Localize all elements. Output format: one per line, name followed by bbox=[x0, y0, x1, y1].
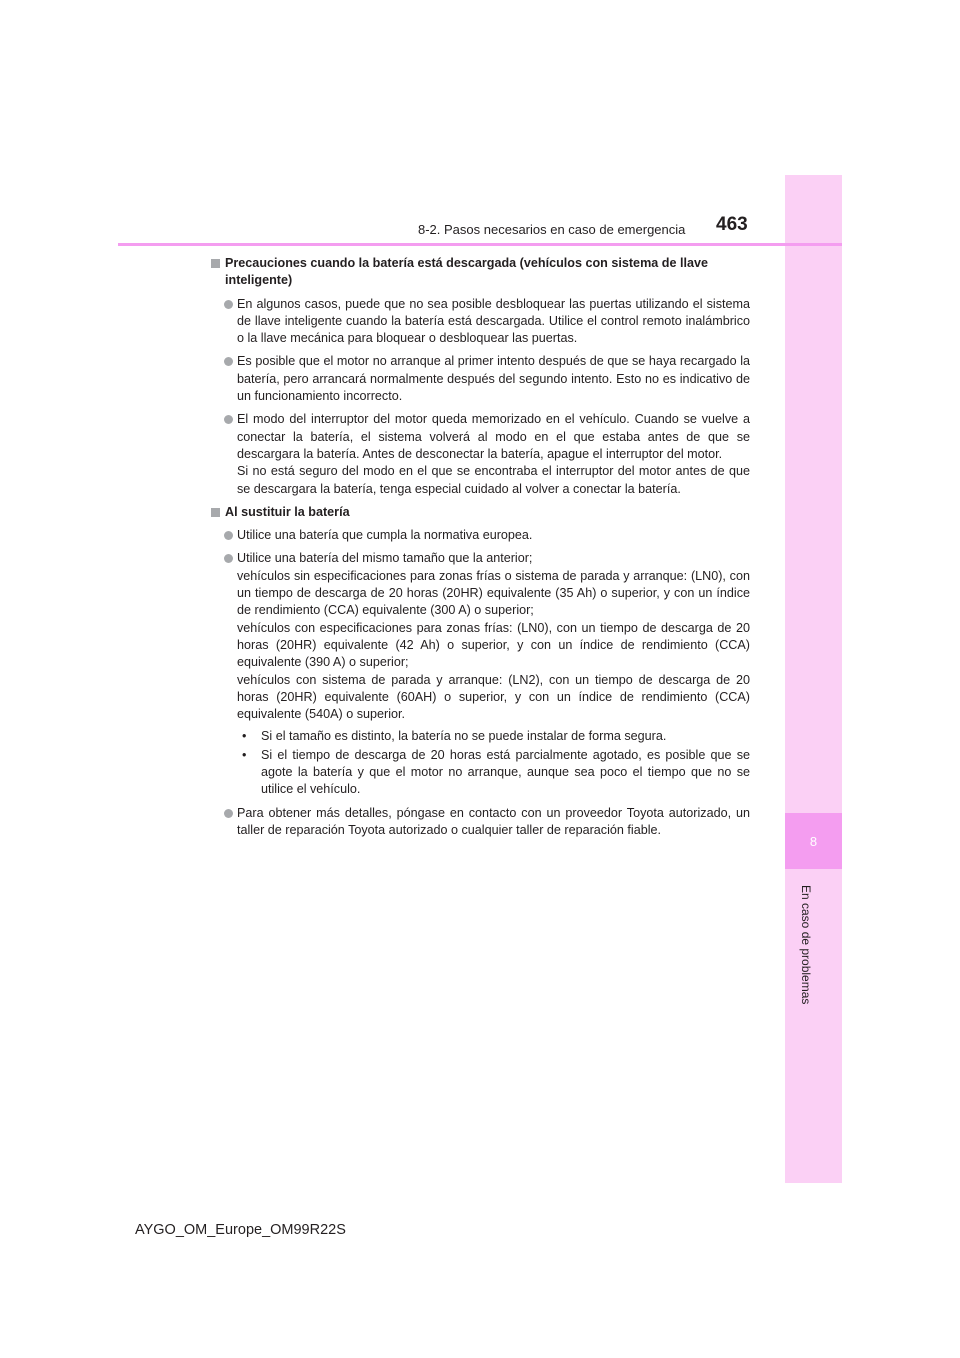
circle-bullet-icon bbox=[224, 415, 233, 424]
item-text: vehículos con especificaciones para zonas frías: (LN0), con un tiempo de descarga de 20 horas (20HR) equivalente (42 Ah) o superior, y con un índice de rendimiento (CCA) equivalente (390 A) o superior; bbox=[237, 620, 750, 670]
page-content bbox=[210, 255, 750, 845]
item-text: Utilice una batería del mismo tamaño que la anterior; bbox=[237, 551, 533, 566]
chapter-number: 8 bbox=[809, 833, 818, 849]
item-text: vehículos sin especificaciones para zonas frías o sistema de parada y arranque: (LN0), con un tiempo de descarga de 20 horas (20HR) equivalente (35 Ah) o superior, y con un índice de rendimiento (CCA) equivalente (300 A) o superior; bbox=[237, 568, 750, 618]
section-heading bbox=[210, 504, 750, 521]
subnote-text: Si el tiempo de descarga de 20 horas está parcialmente agotado, es posible que se agote la batería y que el motor no arranque, aunque sea poco el tiempo que no se utilice el vehículo. bbox=[261, 747, 750, 797]
square-icon bbox=[211, 259, 220, 268]
section-heading bbox=[210, 255, 750, 290]
section-title: 8-2. Pasos necesarios en caso de emergencia bbox=[418, 222, 686, 237]
item-text: Es posible que el motor no arranque al primer intento después de que se haya recargado la batería, pero arrancará normalmente después del segundo intento. Esto no es indicativo de un funcionamiento incorrecto. bbox=[237, 354, 750, 404]
section-heading-text: Precauciones cuando la batería está descargada (vehículos con sistema de llave inteligente) bbox=[225, 256, 708, 288]
chapter-side-tab bbox=[785, 175, 842, 1183]
header-divider bbox=[118, 243, 842, 246]
item-text: Si no está seguro del modo en el que se encontraba el interruptor del motor antes de que se descargara la batería, tenga especial cuidado al volver a conectar la batería. bbox=[237, 464, 750, 496]
circle-bullet-icon bbox=[224, 357, 233, 366]
list-item bbox=[210, 805, 750, 840]
item-text: Utilice una batería que cumpla la normativa europea. bbox=[237, 528, 533, 543]
section-heading-text: Al sustituir la batería bbox=[225, 504, 350, 519]
page-number: 463 bbox=[716, 214, 748, 235]
square-icon bbox=[211, 508, 220, 517]
list-item bbox=[210, 527, 750, 544]
subnote bbox=[237, 728, 750, 745]
subnote-text: Si el tamaño es distinto, la batería no se puede instalar de forma segura. bbox=[261, 729, 667, 744]
document-code: AYGO_OM_Europe_OM99R22S bbox=[135, 1222, 346, 1238]
subnote bbox=[237, 747, 750, 799]
circle-bullet-icon bbox=[224, 300, 233, 309]
item-text: vehículos con sistema de parada y arranque: (LN2), con un tiempo de descarga de 20 horas (20HR) equivalente (60AH) o superior, y con un índice de rendimiento (CCA) equivalente (540A) o superior. bbox=[237, 672, 750, 722]
circle-bullet-icon bbox=[224, 554, 233, 563]
list-item bbox=[210, 296, 750, 348]
item-text: Para obtener más detalles, póngase en contacto con un proveedor Toyota autorizado, un taller de reparación Toyota autorizado o cualquier taller de reparación fiable. bbox=[237, 805, 750, 837]
subnote-list bbox=[237, 728, 750, 798]
list-item bbox=[210, 353, 750, 405]
bullet-icon: • bbox=[242, 747, 247, 762]
chapter-label: En caso de problemas bbox=[799, 885, 813, 1005]
circle-bullet-icon bbox=[224, 809, 233, 818]
bullet-icon: • bbox=[242, 729, 247, 744]
circle-bullet-icon bbox=[224, 531, 233, 540]
item-text: El modo del interruptor del motor queda memorizado en el vehículo. Cuando se vuelve a conectar la batería, el sistema volverá al modo en el que estaba antes de que se descargara la batería. Antes de desconectar la batería, apague el interruptor del motor. bbox=[237, 412, 750, 461]
list-item bbox=[210, 550, 750, 798]
chapter-number-tab bbox=[785, 813, 842, 869]
item-text: En algunos casos, puede que no sea posible desbloquear las puertas utilizando el sistema de llave inteligente cuando la batería está descargada. Utilice el control remoto inalámbrico o la llave mecánica para bloquear o desbloquear las puertas. bbox=[237, 296, 750, 346]
list-item bbox=[210, 411, 750, 497]
